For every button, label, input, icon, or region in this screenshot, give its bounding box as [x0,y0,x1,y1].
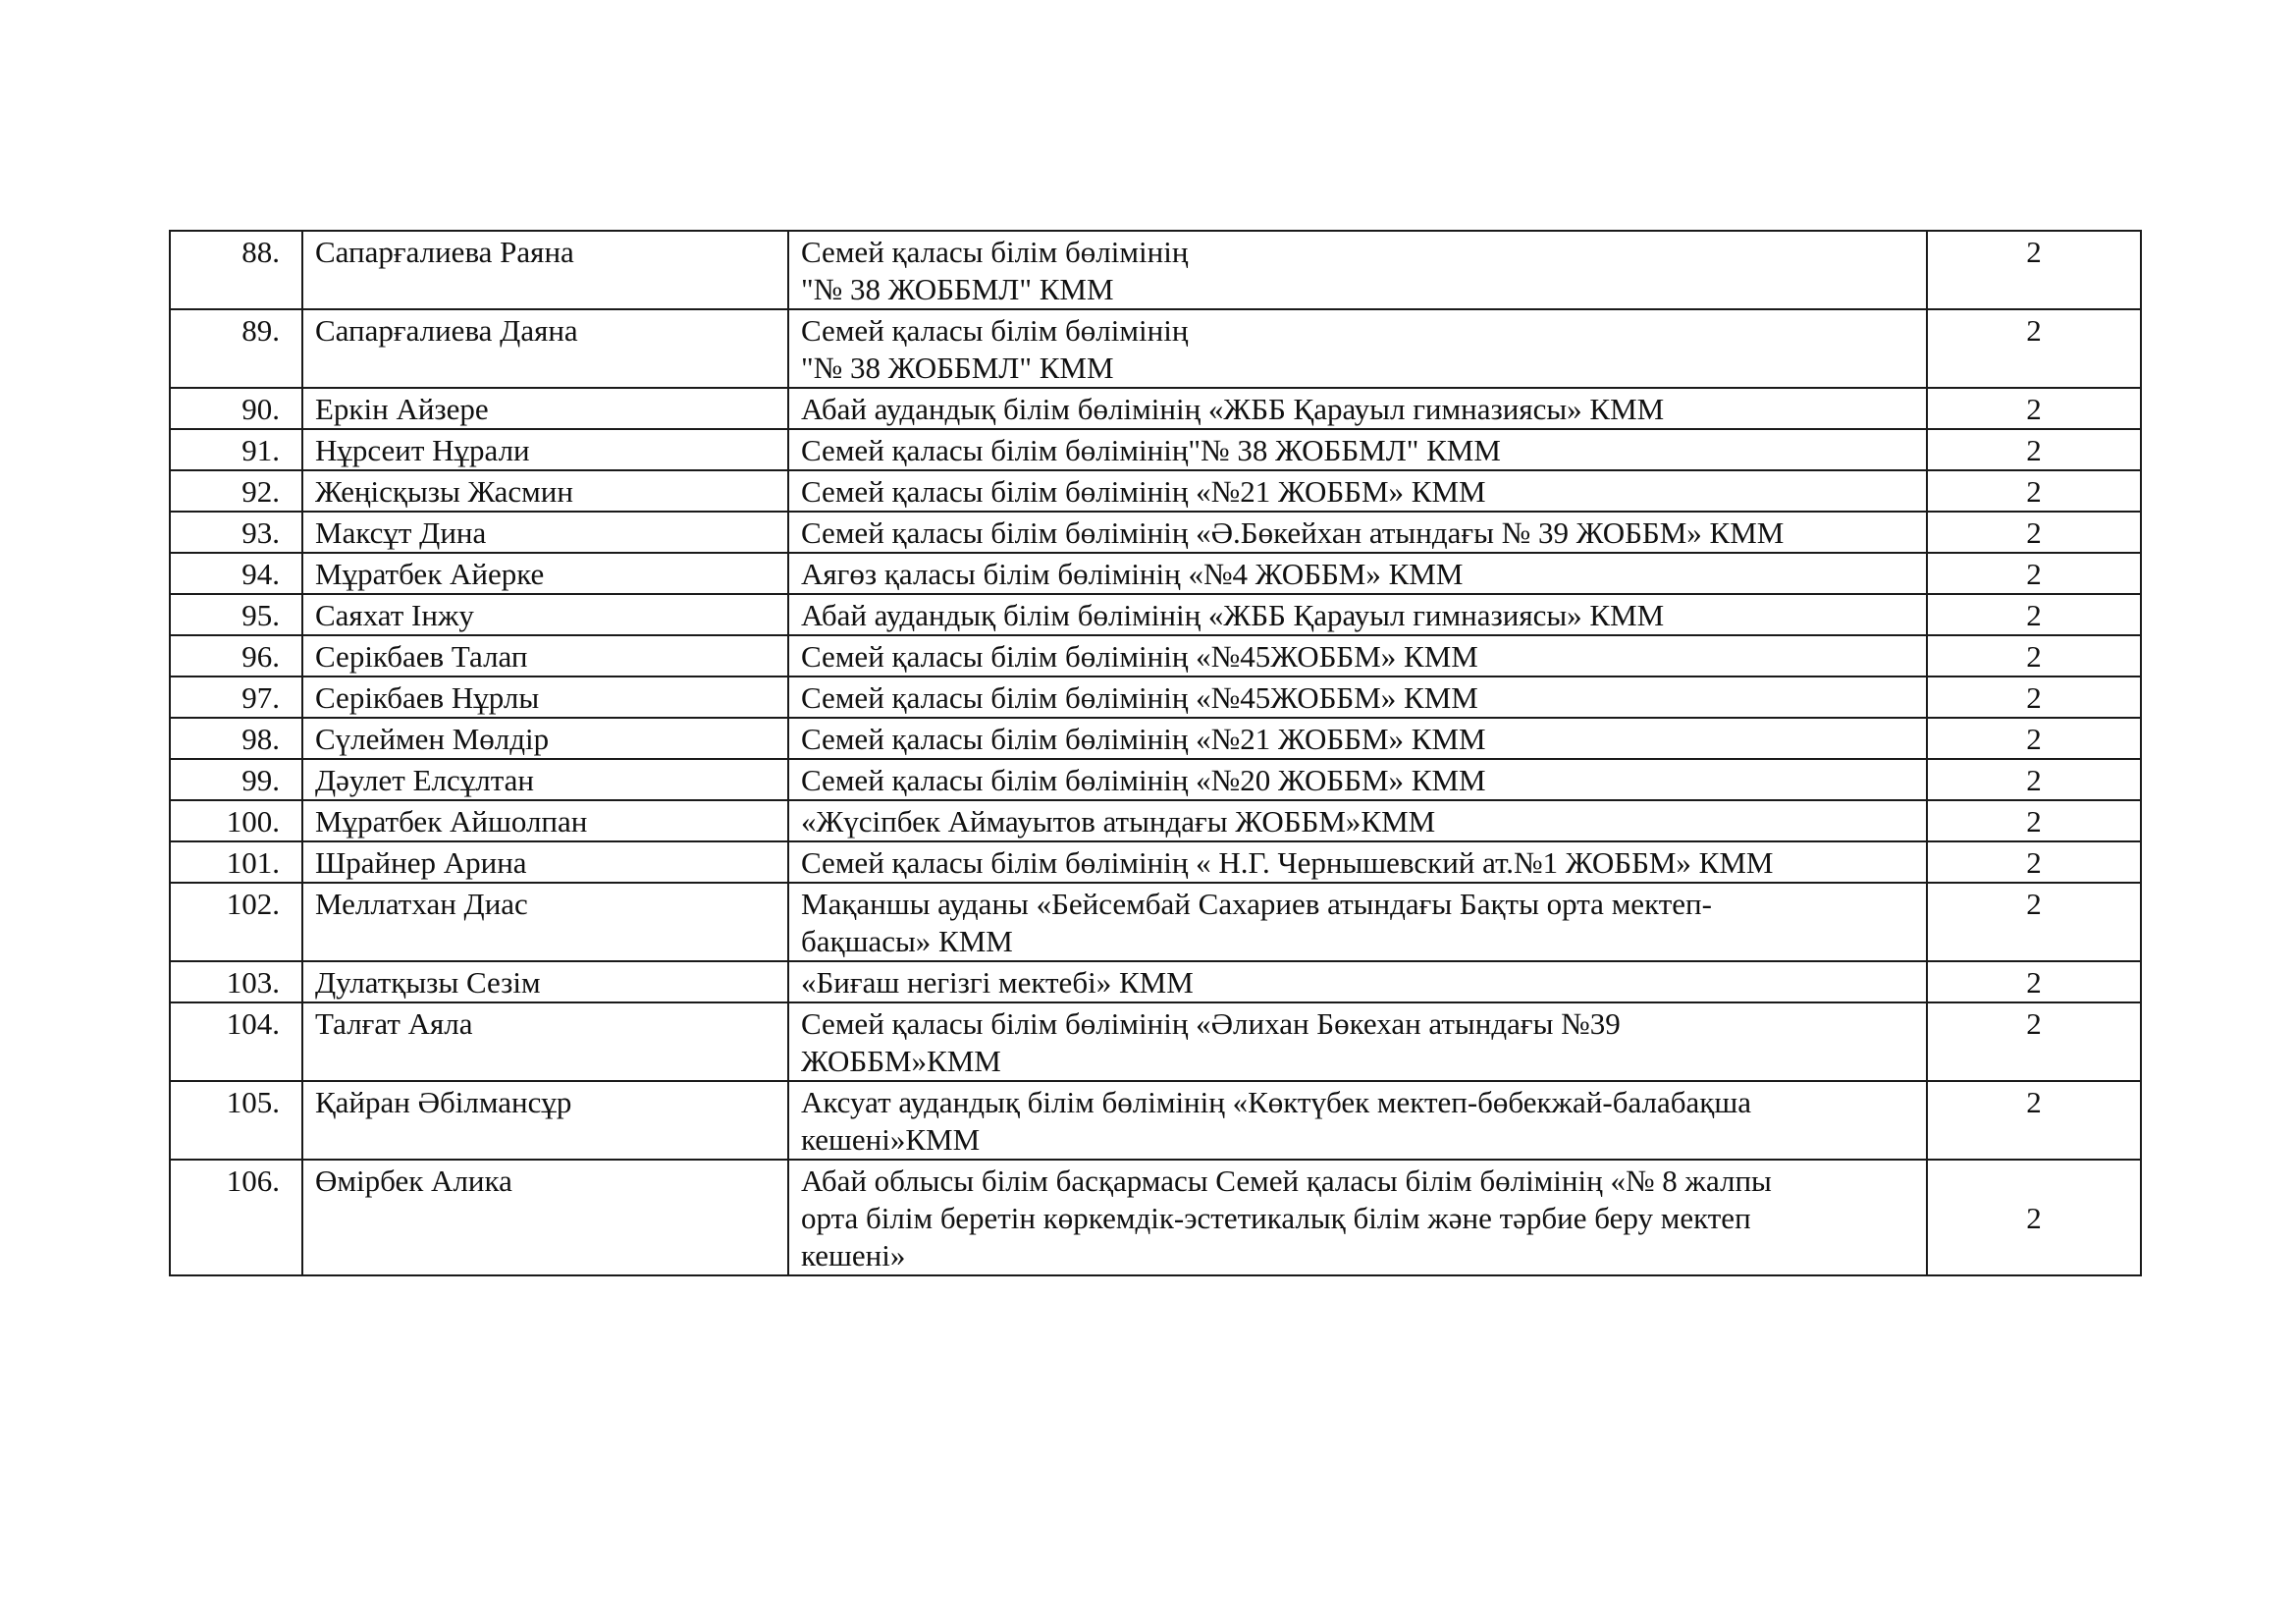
participant-name: Максұт Дина [302,512,788,553]
organization-name: Семей қаласы білім бөлімінің «Әлихан Бөкехан атындағы №39 ЖОББМ»КММ [788,1002,1927,1081]
organization-name: Семей қаласы білім бөлімінің « Н.Г. Чернышевский ат.№1 ЖОББМ» КММ [788,841,1927,883]
table-row [170,553,2141,594]
table-row [170,1160,2141,1275]
score-value: 2 [1927,512,2141,553]
organization-name: Аксуат аудандық білім бөлімінің «Көктүбек мектеп-бөбекжай-балабақша кешені»КММ [788,1081,1927,1160]
organization-name: Семей қаласы білім бөлімінің "№ 38 ЖОББМЛ" КММ [788,231,1927,309]
table-row [170,231,2141,309]
score-value: 2 [1927,594,2141,635]
participant-name: Дәулет Елсұлтан [302,759,788,800]
score-value: 2 [1927,1002,2141,1081]
score-value: 2 [1927,470,2141,512]
row-number: 98. [170,718,302,759]
score-value: 2 [1927,1160,2141,1275]
score-value: 2 [1927,759,2141,800]
organization-name: Семей қаласы білім бөлімінің"№ 38 ЖОББМЛ" КММ [788,429,1927,470]
row-number: 103. [170,961,302,1002]
organization-name: Семей қаласы білім бөлімінің «№20 ЖОББМ» КММ [788,759,1927,800]
table-row [170,470,2141,512]
row-number: 100. [170,800,302,841]
score-value: 2 [1927,635,2141,677]
row-number: 89. [170,309,302,388]
score-value: 2 [1927,841,2141,883]
participant-name: Серікбаев Нұрлы [302,677,788,718]
participant-name: Саяхат Інжу [302,594,788,635]
table-row [170,388,2141,429]
table-row [170,429,2141,470]
organization-name: Абай облысы білім басқармасы Семей қаласы білім бөлімінің «№ 8 жалпы орта білім беретін көркемдік-эстетикалық білім және тәрбие беру мектеп кешені» [788,1160,1927,1275]
score-value: 2 [1927,677,2141,718]
row-number: 105. [170,1081,302,1160]
table-row [170,309,2141,388]
row-number: 96. [170,635,302,677]
row-number: 95. [170,594,302,635]
participant-name: Дулатқызы Сезім [302,961,788,1002]
participant-name: Талғат Аяла [302,1002,788,1081]
row-number: 90. [170,388,302,429]
row-number: 106. [170,1160,302,1275]
participant-name: Сапарғалиева Раяна [302,231,788,309]
table-row [170,883,2141,961]
table-row [170,677,2141,718]
table-row [170,1002,2141,1081]
organization-name: Семей қаласы білім бөлімінің «Ә.Бөкейхан атындағы № 39 ЖОББМ» КММ [788,512,1927,553]
participant-name: Серікбаев Талап [302,635,788,677]
score-value: 2 [1927,309,2141,388]
row-number: 99. [170,759,302,800]
results-table [169,230,2142,1276]
organization-name: «Биғаш негізгі мектебі» КММ [788,961,1927,1002]
organization-name: Семей қаласы білім бөлімінің «№45ЖОББМ» КММ [788,635,1927,677]
organization-name: «Жүсіпбек Аймауытов атындағы ЖОББМ»КММ [788,800,1927,841]
participant-name: Меллатхан Диас [302,883,788,961]
organization-name: Семей қаласы білім бөлімінің «№45ЖОББМ» КММ [788,677,1927,718]
score-value: 2 [1927,1081,2141,1160]
participant-name: Еркін Айзере [302,388,788,429]
score-value: 2 [1927,553,2141,594]
table-row [170,800,2141,841]
participant-name: Жеңісқызы Жасмин [302,470,788,512]
participant-name: Мұратбек Айшолпан [302,800,788,841]
participant-name: Өмірбек Алика [302,1160,788,1275]
row-number: 101. [170,841,302,883]
row-number: 93. [170,512,302,553]
row-number: 91. [170,429,302,470]
score-value: 2 [1927,800,2141,841]
results-table-body [170,231,2141,1275]
participant-name: Сапарғалиева Даяна [302,309,788,388]
table-row [170,718,2141,759]
table-row [170,841,2141,883]
organization-name: Аягөз қаласы білім бөлімінің «№4 ЖОББМ» КММ [788,553,1927,594]
table-row [170,1081,2141,1160]
participant-name: Қайран Әбілмансұр [302,1081,788,1160]
organization-name: Семей қаласы білім бөлімінің «№21 ЖОББМ» КММ [788,718,1927,759]
row-number: 102. [170,883,302,961]
table-row [170,635,2141,677]
table-row [170,961,2141,1002]
row-number: 92. [170,470,302,512]
row-number: 104. [170,1002,302,1081]
participant-name: Шрайнер Арина [302,841,788,883]
table-row [170,759,2141,800]
table-row [170,512,2141,553]
score-value: 2 [1927,883,2141,961]
organization-name: Абай аудандық білім бөлімінің «ЖББ Қарауыл гимназиясы» КММ [788,594,1927,635]
organization-name: Мақаншы ауданы «Бейсембай Сахариев атындағы Бақты орта мектеп- бақшасы» КММ [788,883,1927,961]
participant-name: Нұрсеит Нұрали [302,429,788,470]
participant-name: Мұратбек Айерке [302,553,788,594]
score-value: 2 [1927,388,2141,429]
organization-name: Абай аудандық білім бөлімінің «ЖББ Қарауыл гимназиясы» КММ [788,388,1927,429]
table-row [170,594,2141,635]
score-value: 2 [1927,231,2141,309]
score-value: 2 [1927,718,2141,759]
organization-name: Семей қаласы білім бөлімінің "№ 38 ЖОББМЛ" КММ [788,309,1927,388]
row-number: 88. [170,231,302,309]
score-value: 2 [1927,961,2141,1002]
organization-name: Семей қаласы білім бөлімінің «№21 ЖОББМ» КММ [788,470,1927,512]
participant-name: Сүлеймен Мөлдір [302,718,788,759]
score-value: 2 [1927,429,2141,470]
row-number: 97. [170,677,302,718]
row-number: 94. [170,553,302,594]
